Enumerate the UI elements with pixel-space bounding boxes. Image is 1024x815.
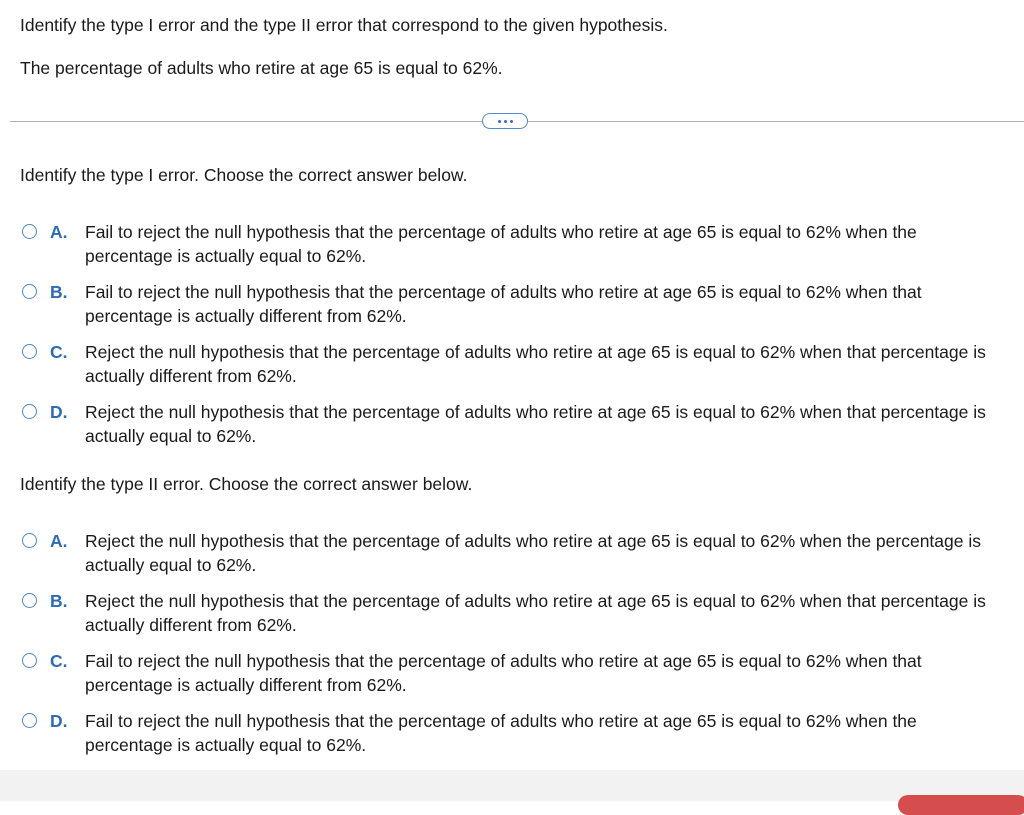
option-letter: A. <box>50 531 68 551</box>
option-letter: D. <box>50 711 68 731</box>
question-title: Identify the type I error and the type II error that correspond to the given hypothesis. <box>20 15 668 35</box>
radio-button[interactable] <box>22 224 37 239</box>
part2-option-a[interactable] <box>22 529 1012 577</box>
option-letter: A. <box>50 222 68 242</box>
question-hypothesis: The percentage of adults who retire at age 65 is equal to 62%. <box>20 58 503 78</box>
option-text: Reject the null hypothesis that the percentage of adults who retire at age 65 is equal to 62% when that percentage is actually different from 62%. <box>85 342 986 386</box>
footer-action-button[interactable] <box>898 795 1024 815</box>
option-letter: C. <box>50 651 68 671</box>
part1-option-c[interactable] <box>22 340 1012 388</box>
part1-prompt: Identify the type I error. Choose the correct answer below. <box>20 165 468 185</box>
option-letter: B. <box>50 591 68 611</box>
option-text: Fail to reject the null hypothesis that the percentage of adults who retire at age 65 is equal to 62% when the percentage is actually equal to 62%. <box>85 222 917 266</box>
part2-prompt: Identify the type II error. Choose the correct answer below. <box>20 474 473 494</box>
radio-button[interactable] <box>22 344 37 359</box>
option-text: Fail to reject the null hypothesis that the percentage of adults who retire at age 65 is equal to 62% when that percentage is actually different from 62%. <box>85 651 922 695</box>
part1-option-b[interactable] <box>22 280 1012 328</box>
option-letter: C. <box>50 342 68 362</box>
option-text: Reject the null hypothesis that the percentage of adults who retire at age 65 is equal to 62% when the percentage is actually equal to 62%. <box>85 531 981 575</box>
ellipsis-dot <box>510 120 513 123</box>
option-text: Reject the null hypothesis that the percentage of adults who retire at age 65 is equal to 62% when that percentage is actually different from 62%. <box>85 591 986 635</box>
part2-option-c[interactable] <box>22 649 1012 697</box>
option-text: Fail to reject the null hypothesis that the percentage of adults who retire at age 65 is equal to 62% when the percentage is actually equal to 62%. <box>85 711 917 755</box>
radio-button[interactable] <box>22 284 37 299</box>
part1-option-a[interactable] <box>22 220 1012 268</box>
radio-button[interactable] <box>22 653 37 668</box>
radio-button[interactable] <box>22 533 37 548</box>
option-letter: B. <box>50 282 68 302</box>
part2-option-d[interactable] <box>22 709 1012 757</box>
ellipsis-icon <box>498 120 501 123</box>
option-letter: D. <box>50 402 68 422</box>
radio-button[interactable] <box>22 593 37 608</box>
option-text: Fail to reject the null hypothesis that the percentage of adults who retire at age 65 is equal to 62% when that percentage is actually different from 62%. <box>85 282 922 326</box>
radio-button[interactable] <box>22 404 37 419</box>
footer-bar <box>0 770 1024 801</box>
part2-option-b[interactable] <box>22 589 1012 637</box>
ellipsis-dot <box>504 120 507 123</box>
radio-button[interactable] <box>22 713 37 728</box>
option-text: Reject the null hypothesis that the percentage of adults who retire at age 65 is equal to 62% when that percentage is actually equal to 62%. <box>85 402 986 446</box>
expand-more-button[interactable] <box>482 113 528 129</box>
part1-option-d[interactable] <box>22 400 1012 448</box>
